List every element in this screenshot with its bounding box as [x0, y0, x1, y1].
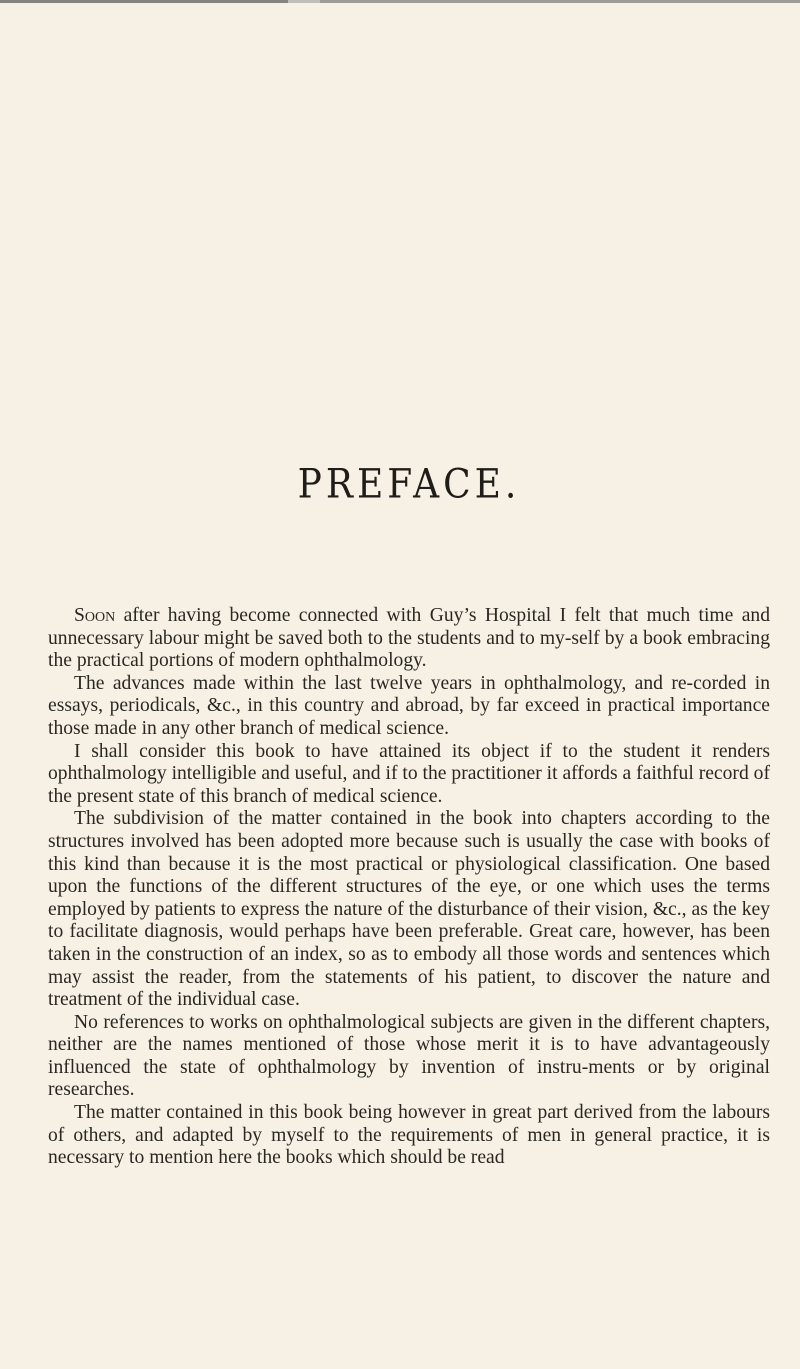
paragraph-1 [48, 605, 770, 673]
paragraph-6: The matter contained in this book being however in great part derived from the labours of others, and adapted by myself to the requirements of men in general practice, it is necessary to mention here the books which should be read [48, 1102, 770, 1169]
paragraph-5: No references to works on ophthalmological subjects are given in the different chapters, neither are the names mentioned of those whose merit it is to have advantageously influenced the state of ophthalmology by invention of instru-ments or by original researches. [48, 1011, 770, 1101]
preface-body [48, 605, 770, 1170]
paragraph-4: The subdivision of the matter contained in the book into chapters according to the structures involved has been adopted more because such is usually the case with books of this kind than because it is the most practical or physiological classification. One based upon the functions of the different structures of the eye, or one which uses the terms employed by patients to express the nature of the disturbance of their vision, &c., as the key to facilitate diagnosis, would perhaps have been preferable. Great care, however, has been taken in the construction of an index, so as to embody all those words and sentences which may assist the reader, from the statements of his patient, to discover the nature and treatment of the individual case. [48, 808, 770, 1011]
page-top-edge [0, 0, 800, 3]
paragraph-1-lead: Soon [74, 605, 116, 626]
page-title: PREFACE. [297, 461, 521, 508]
paragraph-3: I shall consider this book to have attained its object if to the student it renders ophthalmology intelligible and useful, and if to the practitioner it affords a faithful record of the present state of this branch of medical science. [48, 740, 770, 807]
paragraph-2: The advances made within the last twelve years in ophthalmology, and re-corded in essays, periodicals, &c., in this country and abroad, by far exceed in practical importance those made in any other branch of medical science. [48, 672, 770, 739]
paragraph-1-text: after having become connected with Guy’s Hospital I felt that much time and unnecessary labour might be saved both to the students and to my-self by a book embracing the practical portions of modern ophthalmology. [48, 605, 770, 672]
